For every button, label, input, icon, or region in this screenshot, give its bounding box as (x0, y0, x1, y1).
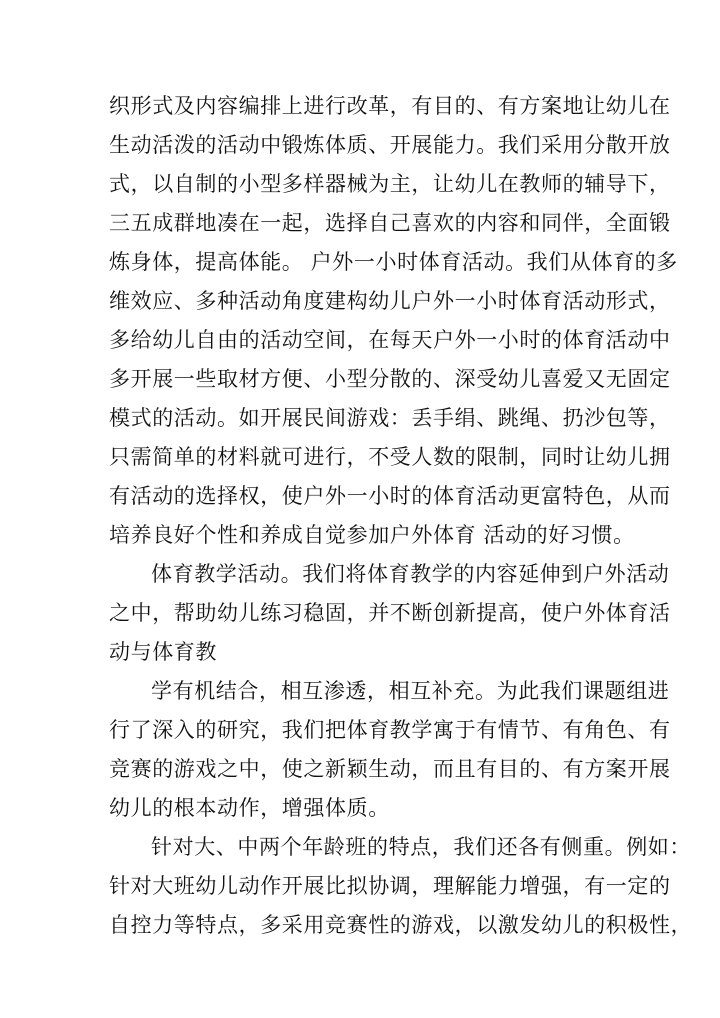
text-line: 多开展一些取材方便、小型分散的、深受幼儿喜爱又无固定 (109, 367, 671, 391)
paragraph-first-line: 体育教学活动。我们将体育教学的内容延伸到户外活动 (151, 562, 670, 586)
text-line: 式，以自制的小型多样器械为主，让幼儿在教师的辅导下， (109, 172, 671, 196)
text-line: 培养良好个性和养成自觉参加户外体育 活动的好习惯。 (109, 523, 635, 547)
text-line: 织形式及内容编排上进行改革，有目的、有方案地让幼儿在 (109, 94, 671, 118)
text-line: 自控力等特点，多采用竞赛性的游戏，以激发幼儿的积极性， (109, 913, 693, 937)
text-line: 幼儿的根本动作，增强体质。 (109, 796, 390, 820)
text-line: 行了深入的研究，我们把体育教学寓于有情节、有角色、有 (109, 718, 671, 742)
text-line: 生动活泼的活动中锻炼体质、开展能力。我们采用分散开放 (109, 133, 671, 157)
text-line: 针对大班幼儿动作开展比拟协调，理解能力增强，有一定的 (109, 874, 671, 898)
paragraph-first-line: 针对大、中两个年龄班的特点，我们还各有侧重。例如： (151, 835, 691, 859)
text-line: 有活动的选择权，使户外一小时的体育活动更富特色，从而 (109, 484, 671, 508)
paragraph-first-line: 学有机结合，相互渗透，相互补充。为此我们课题组进 (151, 679, 670, 703)
text-line: 维效应、多种活动角度建构幼儿户外一小时体育活动形式， (109, 289, 671, 313)
text-line: 炼身体，提高体能。 户外一小时体育活动。我们从体育的多 (109, 250, 678, 274)
text-line: 模式的活动。如开展民间游戏：丢手绢、跳绳、扔沙包等， (109, 406, 671, 430)
text-line: 多给幼儿自由的活动空间，在每天户外一小时的体育活动中 (109, 328, 671, 352)
text-line: 三五成群地凑在一起，选择自己喜欢的内容和同伴，全面锻 (109, 211, 671, 235)
text-line: 动与体育教 (109, 640, 217, 664)
text-line: 竞赛的游戏之中，使之新颖生动，而且有目的、有方案开展 (109, 757, 671, 781)
text-line: 之中，帮助幼儿练习稳固，并不断创新提高，使户外体育活 (109, 601, 671, 625)
text-line: 只需简单的材料就可进行，不受人数的限制，同时让幼儿拥 (109, 445, 671, 469)
